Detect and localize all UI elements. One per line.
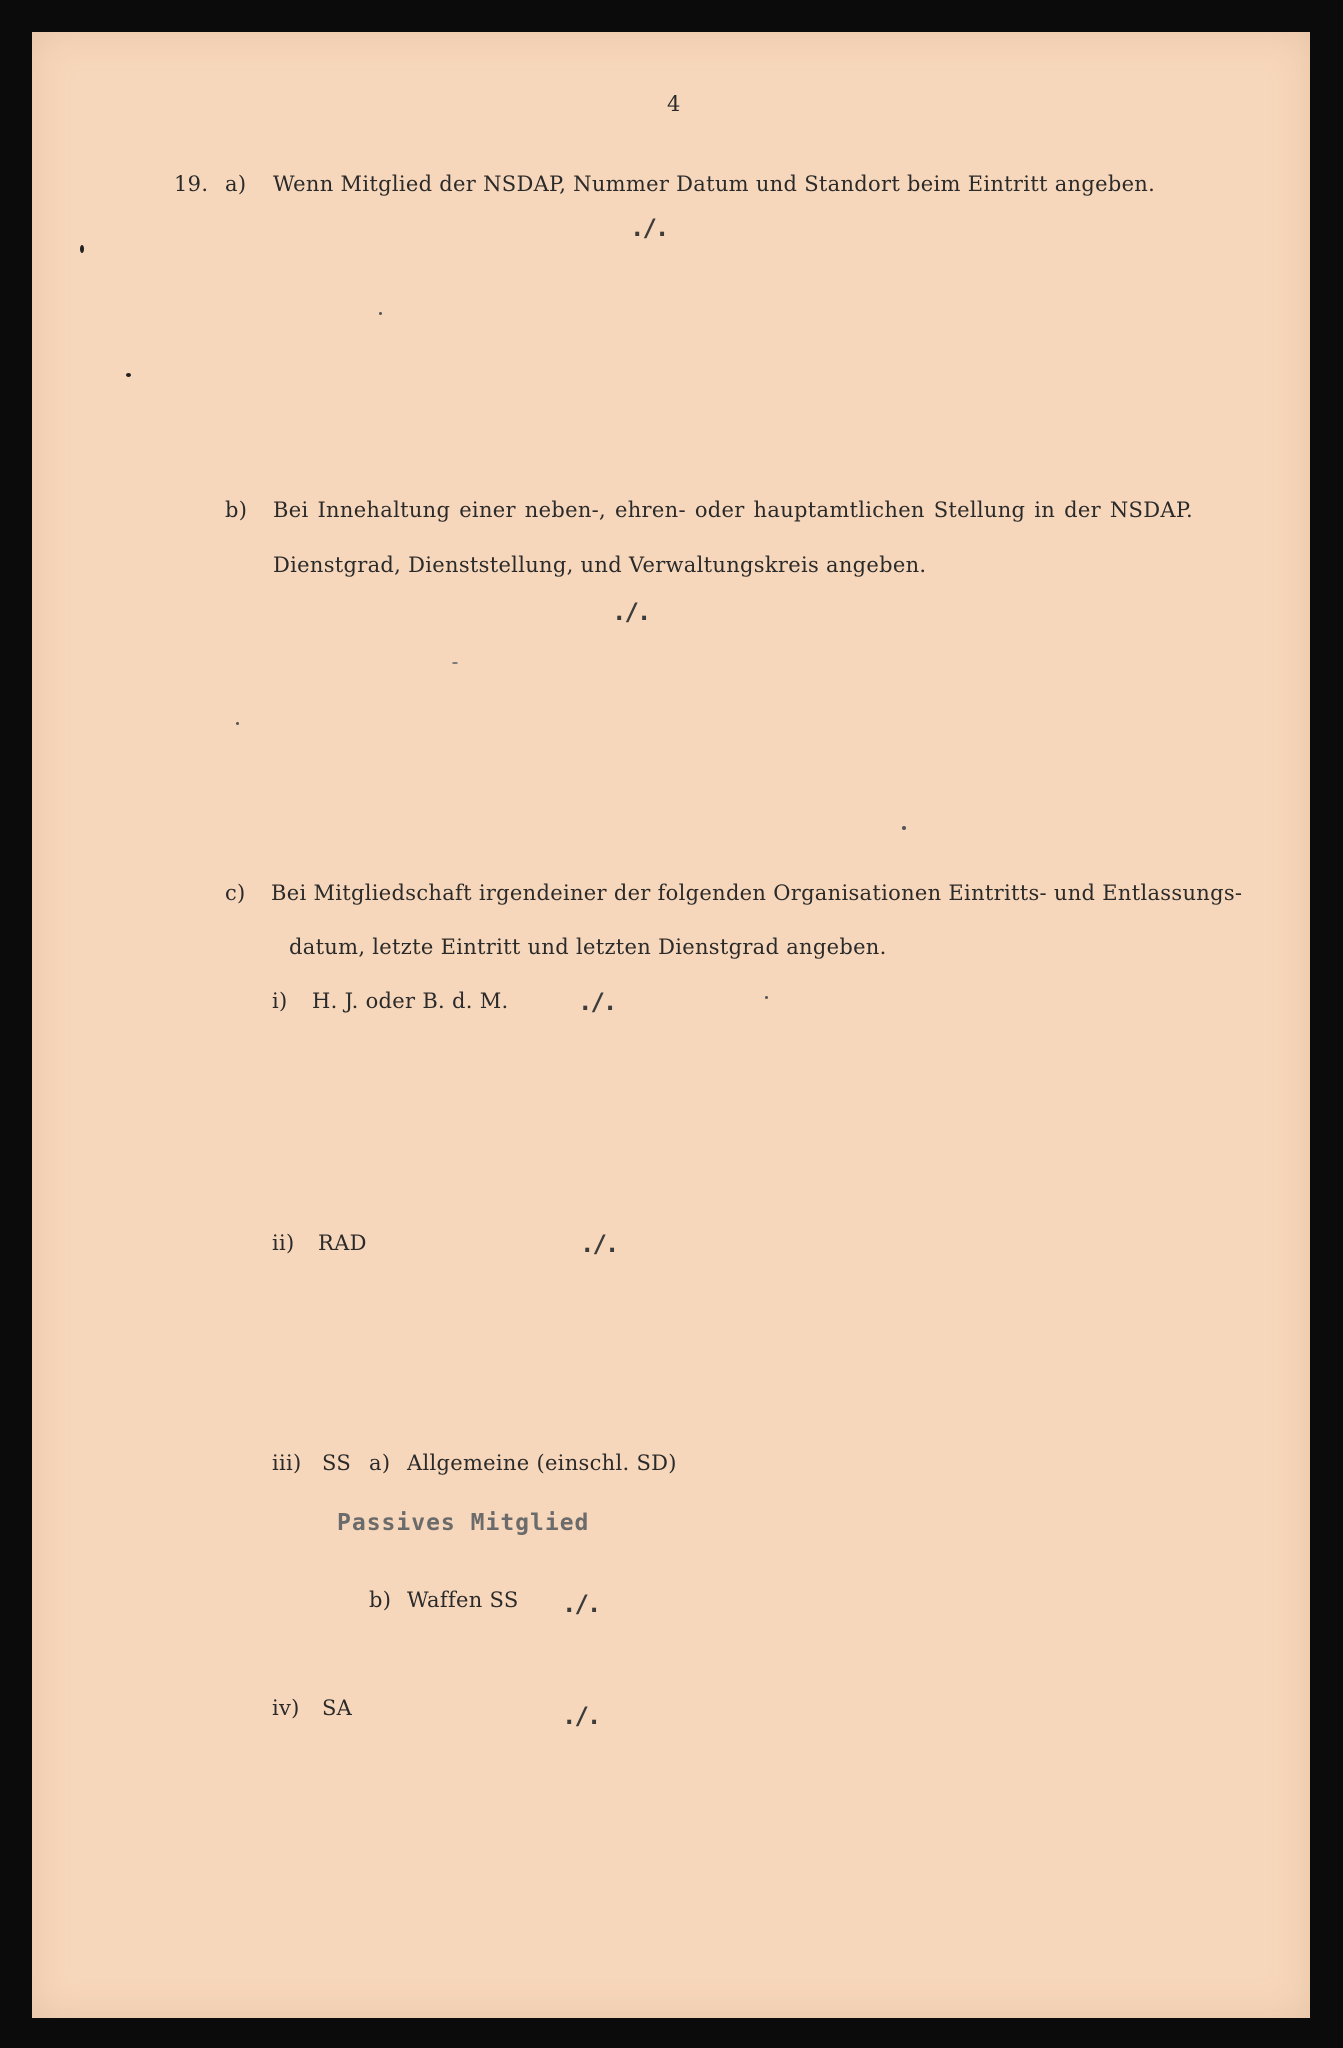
q19a-text: Wenn Mitglied der NSDAP, Nummer Datum und Standort beim Eintritt angeben. bbox=[273, 172, 1156, 196]
item-iii-b-label: b) bbox=[369, 1588, 392, 1612]
item-iii-a-text: Allgemeine (einschl. SD) bbox=[407, 1451, 677, 1475]
paper-speck bbox=[379, 312, 382, 315]
q19b-line1: Bei Innehaltung einer neben-, ehren- oder hauptamtlichen Stellung in der NSDAP. bbox=[273, 498, 1193, 522]
q19a-label: a) bbox=[225, 172, 247, 196]
paper-speck bbox=[765, 996, 768, 999]
paper-speck bbox=[452, 662, 458, 664]
document-page bbox=[32, 32, 1310, 2018]
q19a-answer: ./. bbox=[630, 214, 668, 242]
page-number: 4 bbox=[667, 92, 681, 116]
item-ii-answer: ./. bbox=[580, 1230, 618, 1258]
item-iii-b-answer: ./. bbox=[562, 1590, 600, 1618]
q19c-label: c) bbox=[225, 881, 246, 905]
item-iv-answer: ./. bbox=[562, 1702, 600, 1730]
item-iii-b-text: Waffen SS bbox=[407, 1588, 519, 1612]
item-iii-a-answer: Passives Mitglied bbox=[337, 1510, 590, 1536]
item-iii-a-label: a) bbox=[369, 1451, 391, 1475]
paper-speck bbox=[902, 826, 906, 830]
q19b-line2: Dienstgrad, Dienststellung, und Verwaltungskreis angeben. bbox=[273, 553, 927, 577]
item-i-text: H. J. oder B. d. M. bbox=[312, 989, 509, 1013]
item-iv-text: SA bbox=[322, 1696, 353, 1720]
question-number: 19. bbox=[174, 172, 209, 196]
item-ii-label: ii) bbox=[272, 1231, 295, 1255]
item-iii-text: SS bbox=[322, 1451, 352, 1475]
item-i-label: i) bbox=[272, 989, 288, 1013]
paper-speck bbox=[236, 722, 239, 725]
margin-speck bbox=[126, 373, 131, 377]
q19b-answer: ./. bbox=[612, 598, 650, 626]
item-i-answer: ./. bbox=[578, 988, 616, 1016]
margin-speck bbox=[80, 245, 84, 253]
item-ii-text: RAD bbox=[318, 1231, 367, 1255]
item-iv-label: iv) bbox=[272, 1696, 300, 1720]
item-iii-label: iii) bbox=[272, 1451, 302, 1475]
q19c-line2: datum, letzte Eintritt und letzten Dienstgrad angeben. bbox=[289, 935, 887, 959]
q19c-line1: Bei Mitgliedschaft irgendeiner der folgenden Organisationen Eintritts- und Entlassungs- bbox=[271, 881, 1243, 905]
q19b-label: b) bbox=[225, 498, 248, 522]
